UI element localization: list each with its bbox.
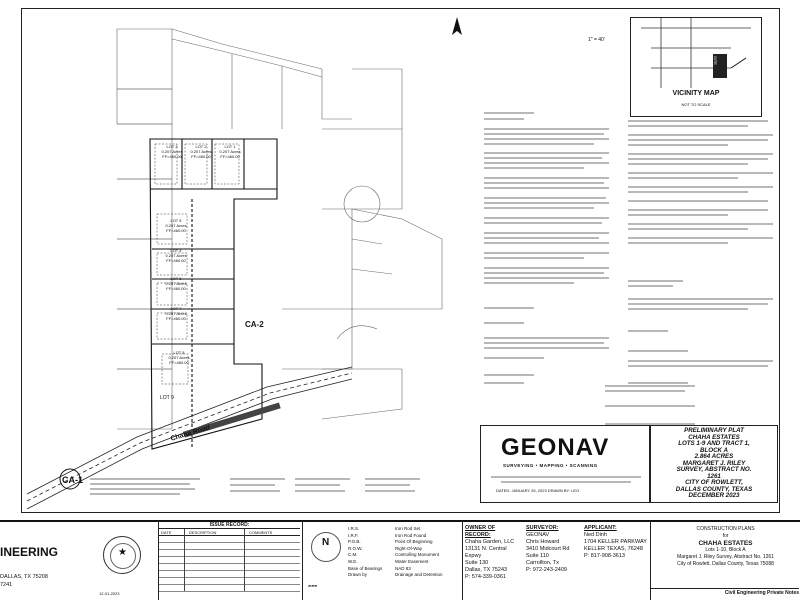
- lot-label: LOT 6 0.207 Acres FF=460.00: [165, 276, 187, 291]
- adjacent-lot: [322, 369, 402, 419]
- plat-title-line: CITY OF ROWLETT,: [685, 479, 743, 486]
- plat-title-line: DECEMBER 2023: [688, 492, 740, 499]
- plat-title-line: CHAHA ESTATES: [688, 433, 740, 441]
- lot-label: LOT 9: [160, 395, 174, 401]
- plat-owner-note: [230, 478, 290, 500]
- plat-title-line: BLOCK A: [700, 446, 728, 454]
- plat-legend: [90, 478, 210, 500]
- plat-title-line: MARGARET J. RILEY: [682, 459, 746, 467]
- dated-line: DATED: JANUARY 26, 2023 DRAWN BY: LEO: [496, 488, 580, 493]
- plat-title-line: DALLAS COUNTY, TEXAS: [675, 485, 753, 493]
- plat-title-line: PRELIMINARY PLAT: [684, 427, 744, 434]
- street-edge: [172, 39, 322, 77]
- adjacent-lot: [352, 209, 442, 309]
- construction-plans-cell: CONSTRUCTION PLANS for CHAHA ESTATES Lots 1-10, Block A Margaret J. Riley Survey, Abstract No. 1261 City of Rowlett, Dallas County, Texas 75088 Civil Engineering Private Notes: [650, 522, 800, 600]
- lot-label: LOT 5 0.207 Acres FF=460.00: [165, 218, 187, 233]
- engineer-seal-icon: ★: [103, 536, 141, 574]
- vicinity-map-title: VICINITY MAP: [672, 90, 720, 97]
- plat-surveyor-note: [295, 478, 355, 500]
- north-arrow-icon: [452, 17, 462, 35]
- applicant-title: APPLICANT:: [584, 525, 617, 531]
- legend-descriptions: Iron Rod Set Iron Rod Found Point Of Beginning Right-Of-Way Controlling Monument Water Easement NAD 83 Drainage and Detention: [395, 526, 443, 578]
- issue-record-title: ISSUE RECORD:: [159, 522, 300, 529]
- common-area-label: CA-2: [245, 320, 264, 329]
- scale-note: 1" = 40': [588, 37, 605, 43]
- plat-notes: [628, 120, 778, 410]
- street-edge: [172, 29, 322, 69]
- firm-city: DALLAS, TX 75208: [0, 574, 48, 580]
- approval-block: [605, 385, 705, 425]
- issue-header-date: DATE: [161, 530, 172, 535]
- north-arrow-icon: N: [311, 532, 341, 562]
- seal-date: 12-01-2023: [99, 591, 120, 596]
- firm-name: INEERING: [0, 545, 59, 559]
- lot-label: LOT 2 0.207 Acres FF=460.00: [190, 144, 212, 159]
- vicinity-map-subtitle: NOT TO SCALE: [681, 102, 711, 107]
- lot-label: LOT 3 0.207 Acres FF=460.00: [161, 144, 183, 159]
- lot-label: LOT 4 0.207 Acres FF=460.00: [165, 248, 187, 263]
- private-notes-label: Civil Engineering Private Notes: [651, 588, 799, 597]
- issue-record-rows: [159, 535, 300, 592]
- plat-title-line: LOTS 1-9 AND TRACT 1,: [678, 440, 750, 447]
- lot-label: LOT 7 0.207 Acres FF=460.00: [165, 306, 187, 321]
- issue-header-comments: COMMENTS: [249, 530, 273, 535]
- issue-record: [158, 522, 300, 600]
- owner-cell: OWNER OF RECORD: Chaha Garden, LLC 13131 N. Central Expwy Suite 130 Dallas, TX 75243 P: 574-339-0361: [462, 522, 524, 600]
- legend-cell: [302, 522, 460, 600]
- plat-applicant-note: [365, 478, 425, 500]
- adjacent-lot: [352, 69, 402, 129]
- logo-tagline: SURVEYING • MAPPING • SCANNING: [503, 463, 598, 468]
- applicant-cell: APPLICANT: Ned Dinh 1704 KELLER PARKWAY KELLER TEXAS, 76248 P: 817-908-3613: [584, 525, 647, 559]
- issue-header-description: DESCRIPTION: [189, 530, 217, 535]
- plat-title-line: 2.864 ACRES: [694, 453, 734, 460]
- road-label: Chaha Road: [169, 424, 211, 443]
- owners-certificate: [484, 112, 612, 412]
- vicinity-map: [630, 17, 762, 117]
- adjacent-lot: [117, 89, 172, 124]
- adjacent-lot: [232, 54, 282, 129]
- adjacent-lot: [322, 129, 402, 209]
- owner-title: OWNER OF RECORD:: [465, 525, 496, 538]
- logo-small: ▰▰▰: [308, 583, 318, 588]
- adjacent-lot: [322, 69, 352, 119]
- lot-line: [152, 249, 234, 344]
- adjacent-lot: [352, 239, 392, 274]
- lot-label: LOT 8 0.207 Acres FF=460.00: [168, 350, 190, 365]
- cul-de-sac: [337, 326, 377, 339]
- surveyor-cell: SURVEYOR: GEONAV Chris Howard 3410 Midcourt Rd Suite 110 Carrollton, Tx P: 972-243-2409: [524, 522, 582, 600]
- common-area-label: CA-1: [62, 475, 84, 485]
- surveyor-logo-box: [480, 425, 650, 503]
- adjacent-lot: [117, 29, 172, 89]
- plat-title-box: [650, 425, 778, 503]
- adjacent-lot: [282, 309, 352, 369]
- lot-label: LOT 1 0.207 Acres FF=460.00: [219, 144, 241, 159]
- surveyor-title: SURVEYOR:: [526, 525, 559, 531]
- cul-de-sac: [344, 186, 380, 222]
- subject-boundary: [150, 139, 277, 449]
- legend-abbreviations: I.R.S. I.R.F. P.O.B. R.O.W. C.M. W.E. Base of Bearings Drawn by: [348, 526, 383, 578]
- site-label: SITE: [712, 56, 718, 65]
- plat-drawing: [22, 9, 482, 509]
- firm-number: 7241: [0, 582, 13, 588]
- plat-title-line: SURVEY, ABSTRACT NO.: [676, 466, 752, 473]
- seal-cell: [95, 522, 155, 600]
- surveyor-logo: GEONAV: [501, 434, 610, 461]
- plat-title-line: 1261: [707, 472, 721, 480]
